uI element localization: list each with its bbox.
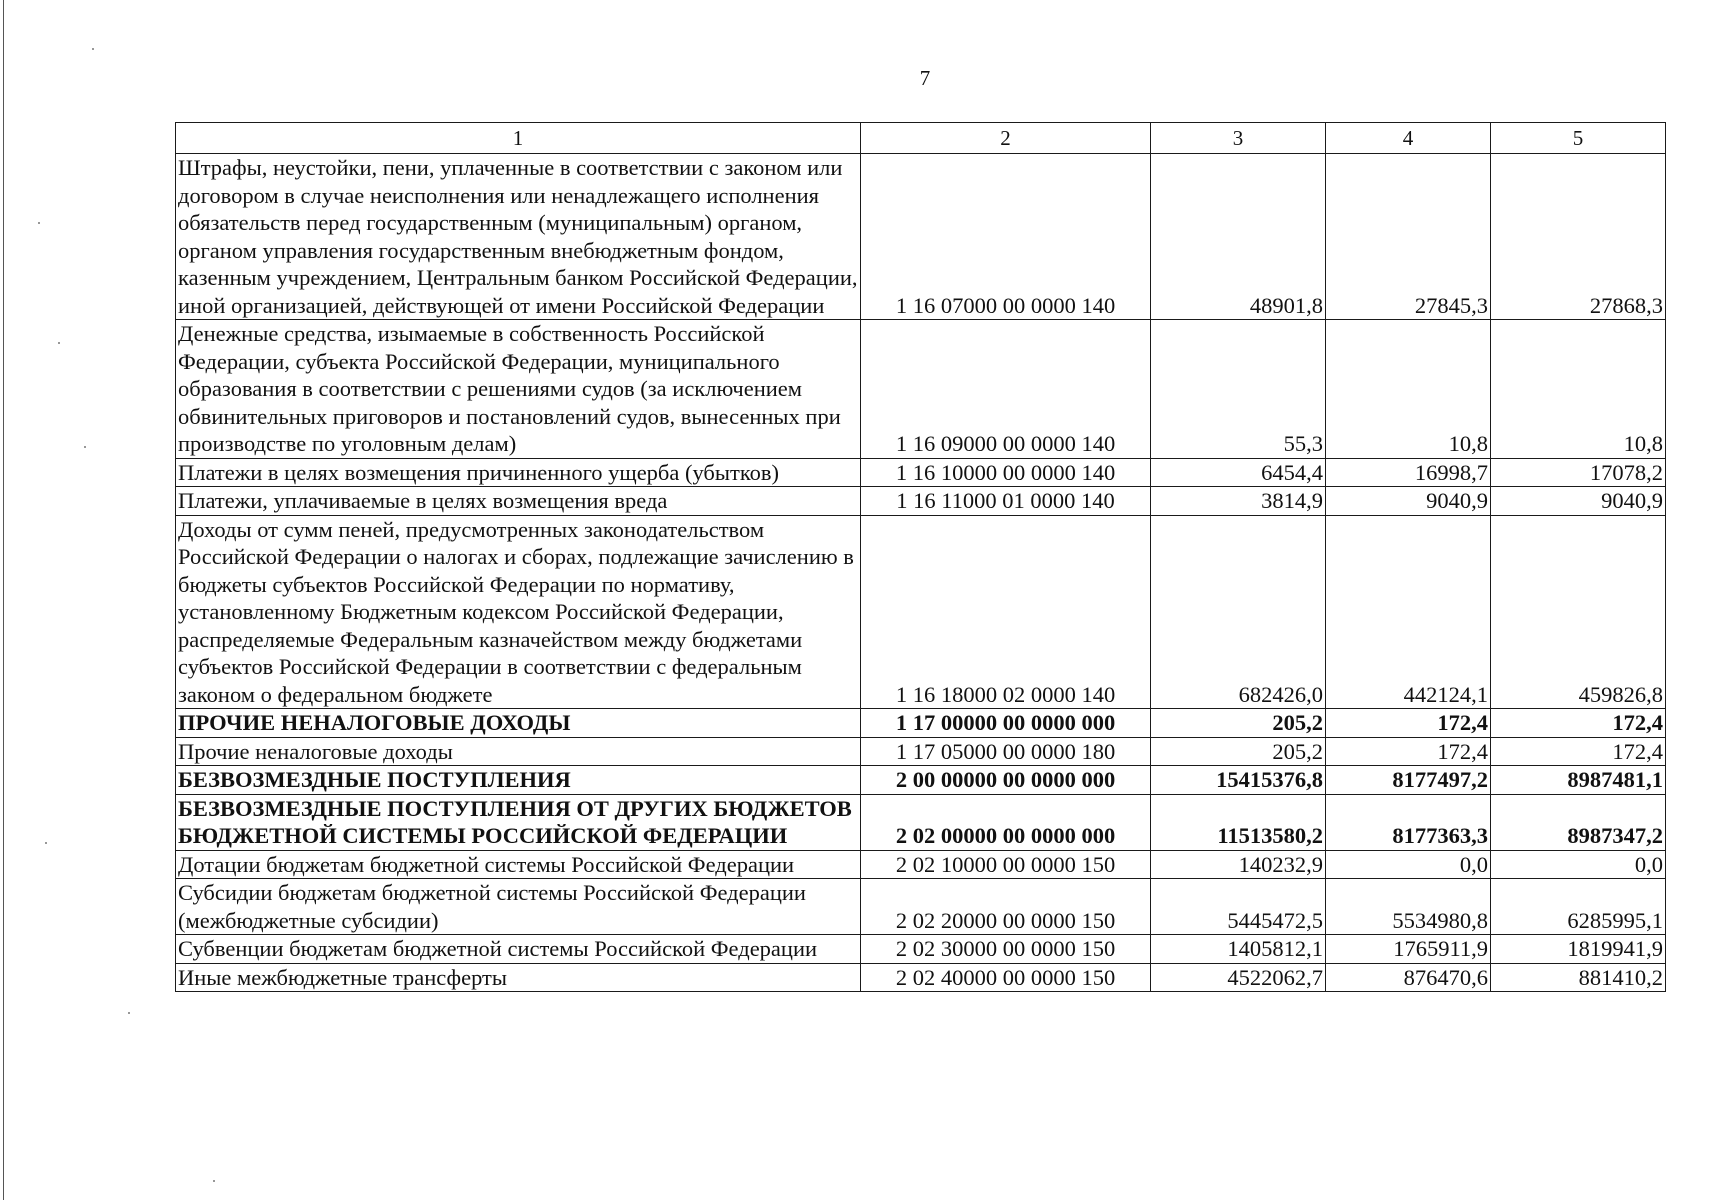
row-code: 1 16 11000 01 0000 140 bbox=[861, 487, 1151, 516]
row-name: ПРОЧИЕ НЕНАЛОГОВЫЕ ДОХОДЫ bbox=[176, 709, 861, 738]
row-name: Платежи в целях возмещения причиненного ущерба (убытков) bbox=[176, 458, 861, 487]
row-name: БЕЗВОЗМЕЗДНЫЕ ПОСТУПЛЕНИЯ bbox=[176, 766, 861, 795]
row-value-col4: 0,0 bbox=[1326, 850, 1491, 879]
row-name: Штрафы, неустойки, пени, уплаченные в соответствии с законом или договором в случае неисполнения или ненадлежащего исполнения обязательств перед государственным (муниципальным) органом, органом управления государственным внебюджетным фондом, казенным учреждением, Центральным банком Российской Федерации, иной организацией, действующей от имени Российской Федерации bbox=[176, 154, 861, 320]
row-value-col3: 48901,8 bbox=[1151, 154, 1326, 320]
row-name: Субсидии бюджетам бюджетной системы Российской Федерации (межбюджетные субсидии) bbox=[176, 879, 861, 935]
row-code: 1 16 07000 00 0000 140 bbox=[861, 154, 1151, 320]
row-name: Дотации бюджетам бюджетной системы Российской Федерации bbox=[176, 850, 861, 879]
scan-speck bbox=[213, 1180, 215, 1182]
row-value-col4: 10,8 bbox=[1326, 320, 1491, 459]
row-value-col3: 140232,9 bbox=[1151, 850, 1326, 879]
row-code: 2 02 30000 00 0000 150 bbox=[861, 935, 1151, 964]
table-row-section bbox=[176, 766, 1666, 795]
table-row bbox=[176, 935, 1666, 964]
row-code: 2 02 20000 00 0000 150 bbox=[861, 879, 1151, 935]
scan-speck bbox=[38, 222, 40, 224]
row-value-col4: 8177363,3 bbox=[1326, 794, 1491, 850]
row-value-col4: 1765911,9 bbox=[1326, 935, 1491, 964]
row-value-col5: 172,4 bbox=[1491, 709, 1666, 738]
table-row bbox=[176, 515, 1666, 709]
row-value-col4: 16998,7 bbox=[1326, 458, 1491, 487]
row-value-col5: 459826,8 bbox=[1491, 515, 1666, 709]
table-row bbox=[176, 458, 1666, 487]
row-code: 1 16 10000 00 0000 140 bbox=[861, 458, 1151, 487]
scan-edge-line bbox=[3, 0, 4, 1200]
row-name: Субвенции бюджетам бюджетной системы Российской Федерации bbox=[176, 935, 861, 964]
row-value-col3: 1405812,1 bbox=[1151, 935, 1326, 964]
table-row bbox=[176, 154, 1666, 320]
row-value-col5: 6285995,1 bbox=[1491, 879, 1666, 935]
scan-speck bbox=[92, 48, 94, 50]
row-value-col3: 205,2 bbox=[1151, 737, 1326, 766]
table-row bbox=[176, 487, 1666, 516]
row-value-col4: 8177497,2 bbox=[1326, 766, 1491, 795]
row-name: Денежные средства, изымаемые в собственность Российской Федерации, субъекта Российской Федерации, муниципального образования в соответствии с решениями судов (за исключением обвинительных приговоров и постановлений судов, вынесенных при производстве по уголовным делам) bbox=[176, 320, 861, 459]
table-row bbox=[176, 737, 1666, 766]
header-cell-2: 2 bbox=[861, 123, 1151, 154]
row-name: Прочие неналоговые доходы bbox=[176, 737, 861, 766]
column-number-header-row bbox=[176, 123, 1666, 154]
table-row bbox=[176, 850, 1666, 879]
row-name: Иные межбюджетные трансферты bbox=[176, 963, 861, 992]
row-name: Доходы от сумм пеней, предусмотренных законодательством Российской Федерации о налогах и сборах, подлежащие зачислению в бюджеты субъектов Российской Федерации по нормативу, установленному Бюджетным кодексом Российской Федерации, распределяемые Федеральным казначейством между бюджетами субъектов Российской Федерации в соответствии с федеральным законом о федеральном бюджете bbox=[176, 515, 861, 709]
table-row bbox=[176, 963, 1666, 992]
scan-speck bbox=[58, 342, 60, 344]
row-value-col3: 55,3 bbox=[1151, 320, 1326, 459]
header-cell-3: 3 bbox=[1151, 123, 1326, 154]
row-value-col3: 205,2 bbox=[1151, 709, 1326, 738]
row-value-col5: 0,0 bbox=[1491, 850, 1666, 879]
row-value-col5: 27868,3 bbox=[1491, 154, 1666, 320]
row-value-col4: 172,4 bbox=[1326, 709, 1491, 738]
row-code: 2 02 40000 00 0000 150 bbox=[861, 963, 1151, 992]
row-value-col5: 17078,2 bbox=[1491, 458, 1666, 487]
row-code: 2 00 00000 00 0000 000 bbox=[861, 766, 1151, 795]
row-value-col4: 5534980,8 bbox=[1326, 879, 1491, 935]
row-value-col4: 876470,6 bbox=[1326, 963, 1491, 992]
page-number: 7 bbox=[919, 66, 931, 90]
row-value-col5: 881410,2 bbox=[1491, 963, 1666, 992]
row-value-col5: 10,8 bbox=[1491, 320, 1666, 459]
row-value-col5: 8987347,2 bbox=[1491, 794, 1666, 850]
row-name: Платежи, уплачиваемые в целях возмещения вреда bbox=[176, 487, 861, 516]
row-code: 1 17 00000 00 0000 000 bbox=[861, 709, 1151, 738]
row-code: 1 16 09000 00 0000 140 bbox=[861, 320, 1151, 459]
row-value-col3: 4522062,7 bbox=[1151, 963, 1326, 992]
row-code: 1 17 05000 00 0000 180 bbox=[861, 737, 1151, 766]
table-row-section bbox=[176, 794, 1666, 850]
table-row-section bbox=[176, 709, 1666, 738]
header-cell-4: 4 bbox=[1326, 123, 1491, 154]
row-value-col4: 27845,3 bbox=[1326, 154, 1491, 320]
row-value-col3: 6454,4 bbox=[1151, 458, 1326, 487]
row-value-col3: 15415376,8 bbox=[1151, 766, 1326, 795]
table-row bbox=[176, 879, 1666, 935]
header-cell-5: 5 bbox=[1491, 123, 1666, 154]
scan-speck bbox=[84, 446, 86, 448]
row-value-col5: 9040,9 bbox=[1491, 487, 1666, 516]
row-value-col3: 3814,9 bbox=[1151, 487, 1326, 516]
revenue-table bbox=[175, 122, 1666, 992]
row-value-col4: 442124,1 bbox=[1326, 515, 1491, 709]
row-code: 2 02 00000 00 0000 000 bbox=[861, 794, 1151, 850]
row-value-col3: 682426,0 bbox=[1151, 515, 1326, 709]
row-value-col5: 172,4 bbox=[1491, 737, 1666, 766]
row-value-col4: 172,4 bbox=[1326, 737, 1491, 766]
scan-speck bbox=[128, 1012, 130, 1014]
row-value-col3: 11513580,2 bbox=[1151, 794, 1326, 850]
row-value-col5: 8987481,1 bbox=[1491, 766, 1666, 795]
row-code: 1 16 18000 02 0000 140 bbox=[861, 515, 1151, 709]
table-row bbox=[176, 320, 1666, 459]
header-cell-1: 1 bbox=[176, 123, 861, 154]
row-name: БЕЗВОЗМЕЗДНЫЕ ПОСТУПЛЕНИЯ ОТ ДРУГИХ БЮДЖЕТОВ БЮДЖЕТНОЙ СИСТЕМЫ РОССИЙСКОЙ ФЕДЕРАЦИИ bbox=[176, 794, 861, 850]
row-value-col5: 1819941,9 bbox=[1491, 935, 1666, 964]
row-value-col4: 9040,9 bbox=[1326, 487, 1491, 516]
row-code: 2 02 10000 00 0000 150 bbox=[861, 850, 1151, 879]
scan-speck bbox=[45, 842, 47, 844]
row-value-col3: 5445472,5 bbox=[1151, 879, 1326, 935]
